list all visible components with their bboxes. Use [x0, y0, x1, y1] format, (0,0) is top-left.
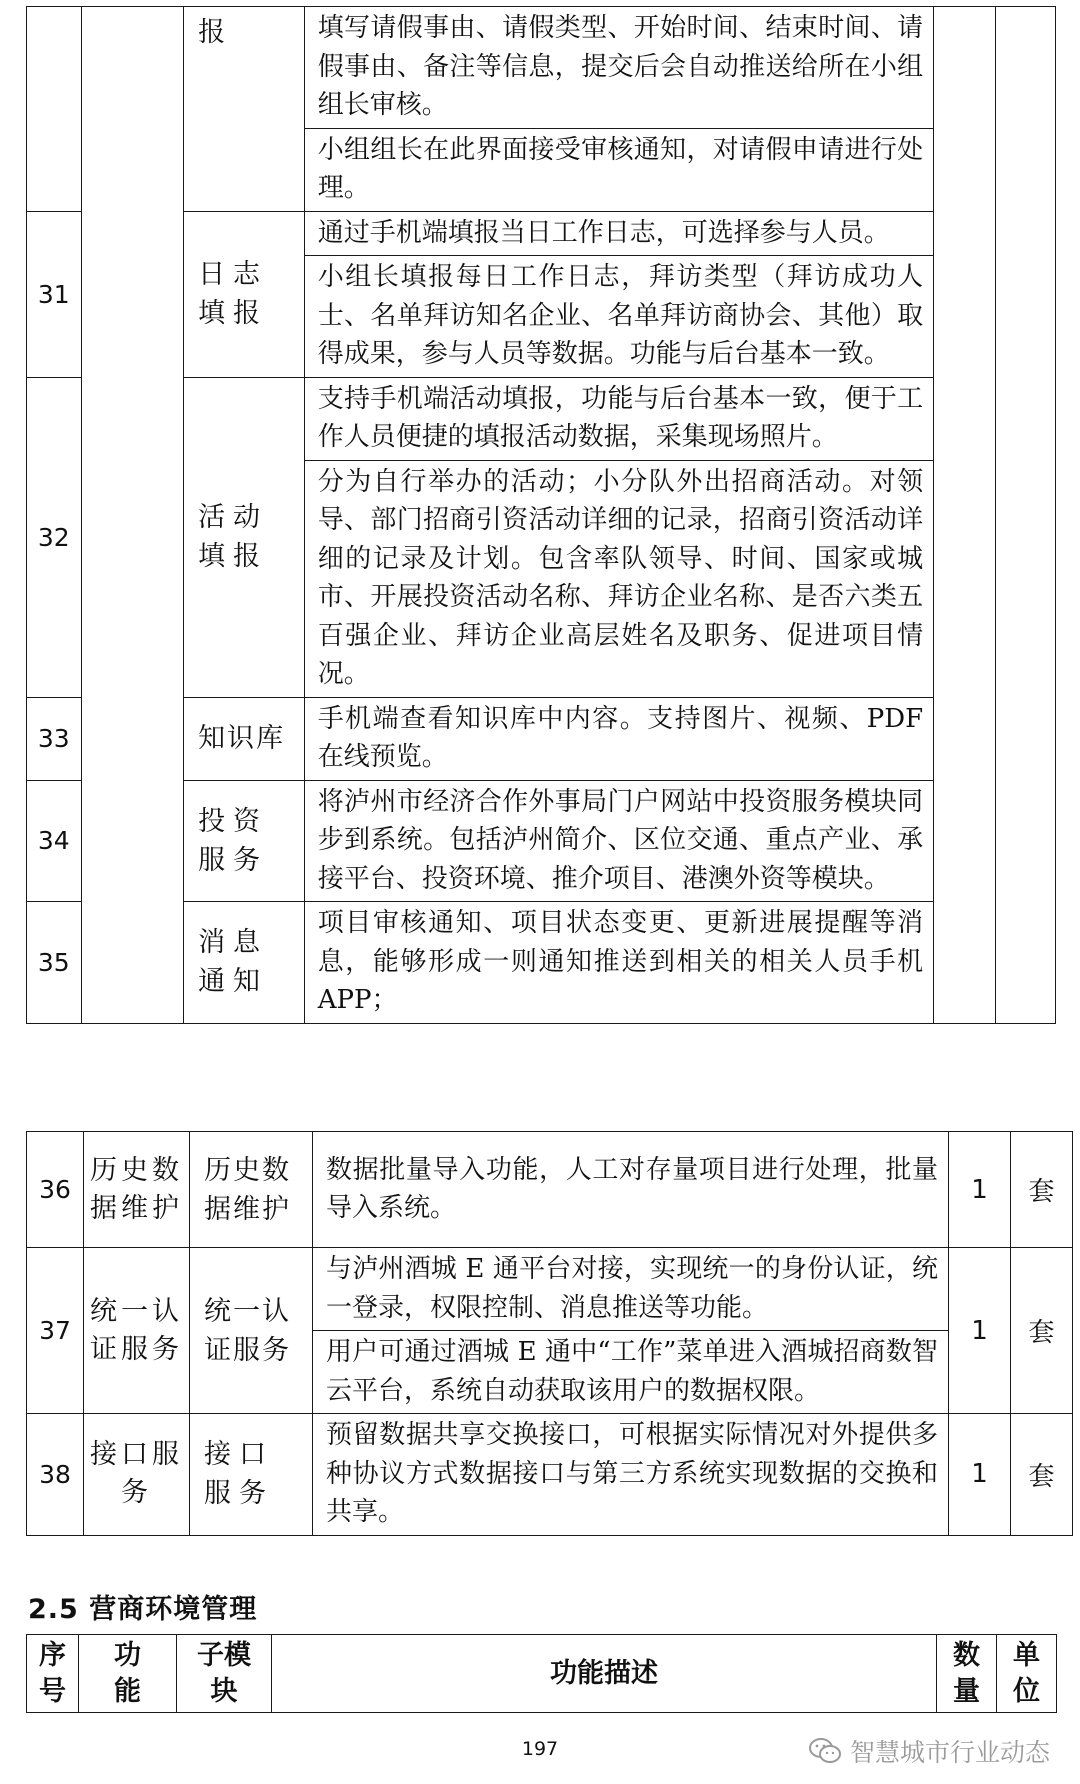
submodule-cell: 历史数据维护: [190, 1132, 313, 1248]
function-table: [26, 6, 1056, 1024]
unit-cell: 套: [1011, 1414, 1073, 1536]
page-number: 197: [521, 1738, 559, 1760]
submodule-cell: 统一认证服务: [190, 1248, 313, 1414]
description-cell: 小组长填报每日工作日志，拜访类型（拜访成功人士、名单拜访知名企业、名单拜访商协会、其他）取得成果，参与人员等数据。功能与后台基本一致。: [304, 256, 933, 378]
module-cell-mobile: [81, 7, 183, 1024]
description-cell: 项目审核通知、项目状态变更、更新进展提醒等消息，能够形成一则通知推送到相关的相关人员手机 APP；: [304, 902, 933, 1024]
quantity-cell: 1: [949, 1414, 1011, 1536]
description-cell: 手机端查看知识库中内容。支持图片、视频、PDF 在线预览。: [304, 697, 933, 780]
row-number: 31: [27, 211, 82, 377]
section-heading: 2.5 营商环境管理: [28, 1594, 258, 1625]
description-cell: 将泸州市经济合作外事局门户网站中投资服务模块同步到系统。包括泸州简介、区位交通、重点产业、承接平台、投资环境、推介项目、港澳外资等模块。: [304, 780, 933, 902]
table-row: [27, 1248, 1073, 1331]
description-cell: 通过手机端填报当日工作日志，可选择参与人员。: [304, 211, 933, 256]
row-number: 33: [27, 697, 82, 780]
submodule-cell: 知识库: [184, 697, 305, 780]
table-header: [26, 1634, 1057, 1713]
table-row: [27, 1132, 1073, 1248]
function-cell: 接口服务: [84, 1414, 190, 1536]
submodule-cell: 接口服务: [190, 1414, 313, 1536]
watermark-text: 智慧城市行业动态: [849, 1738, 1050, 1767]
description-cell: 分为自行举办的活动；小分队外出招商活动。对领导、部门招商引资活动详细的记录，招商引资活动详细的记录及计划。包含率队领导、时间、国家或城市、开展投资活动名称、拜访企业名称、是否六类五百强企业、拜访企业高层姓名及职务、促进项目情况。: [304, 460, 933, 697]
table-row: [27, 1414, 1073, 1536]
row-number: 38: [27, 1414, 84, 1536]
row-number: 34: [27, 780, 82, 902]
description-cell: 数据批量导入功能，人工对存量项目进行处理，批量导入系统。: [313, 1132, 949, 1248]
header-desc: 功能描述: [272, 1635, 937, 1713]
description-cell: 与泸州酒城 E 通平台对接，实现统一的身份认证，统一登录，权限控制、消息推送等功能。: [313, 1248, 949, 1331]
row-number: 32: [27, 377, 82, 697]
table-row: [27, 7, 1056, 129]
header-sub: 子模块: [177, 1635, 272, 1713]
unit-cell: 套: [1011, 1248, 1073, 1414]
quantity-cell: [934, 7, 995, 1024]
row-number: 37: [27, 1248, 84, 1414]
submodule-cell: 消息通知: [184, 902, 305, 1024]
row-number: [27, 7, 82, 212]
submodule-cell: 投资服务: [184, 780, 305, 902]
description-cell: 小组组长在此界面接受审核通知，对请假申请进行处理。: [304, 128, 933, 211]
row-number: 35: [27, 902, 82, 1024]
function-cell: 历史数据维护: [84, 1132, 190, 1248]
submodule-cell: 活动填报: [184, 377, 305, 697]
description-cell: 支持手机端活动填报，功能与后台基本一致，便于工作人员便捷的填报活动数据，采集现场照片。: [304, 377, 933, 460]
header-func: 功能: [79, 1635, 177, 1713]
function-table-lower: [26, 1131, 1073, 1536]
function-cell: 统一认证服务: [84, 1248, 190, 1414]
quantity-cell: 1: [949, 1132, 1011, 1248]
submodule-cell: 日志填报: [184, 211, 305, 377]
unit-cell: 套: [1011, 1132, 1073, 1248]
unit-cell: [995, 7, 1055, 1024]
quantity-cell: 1: [949, 1248, 1011, 1414]
wechat-icon: [808, 1737, 842, 1765]
description-cell: 填写请假事由、请假类型、开始时间、结束时间、请假事由、备注等信息，提交后会自动推送给所在小组组长审核。: [304, 7, 933, 129]
header-qty: 数量: [937, 1635, 997, 1713]
description-cell: 预留数据共享交换接口，可根据实际情况对外提供多种协议方式数据接口与第三方系统实现数据的交换和共享。: [313, 1414, 949, 1536]
header-row: [27, 1635, 1057, 1713]
header-num: 序号: [27, 1635, 79, 1713]
watermark: [808, 1733, 1050, 1769]
description-cell: 用户可通过酒城 E 通中“工作”菜单进入酒城招商数智云平台，系统自动获取该用户的数据权限。: [313, 1331, 949, 1414]
submodule-cell: 报: [184, 7, 305, 212]
header-unit: 单位: [997, 1635, 1057, 1713]
row-number: 36: [27, 1132, 84, 1248]
